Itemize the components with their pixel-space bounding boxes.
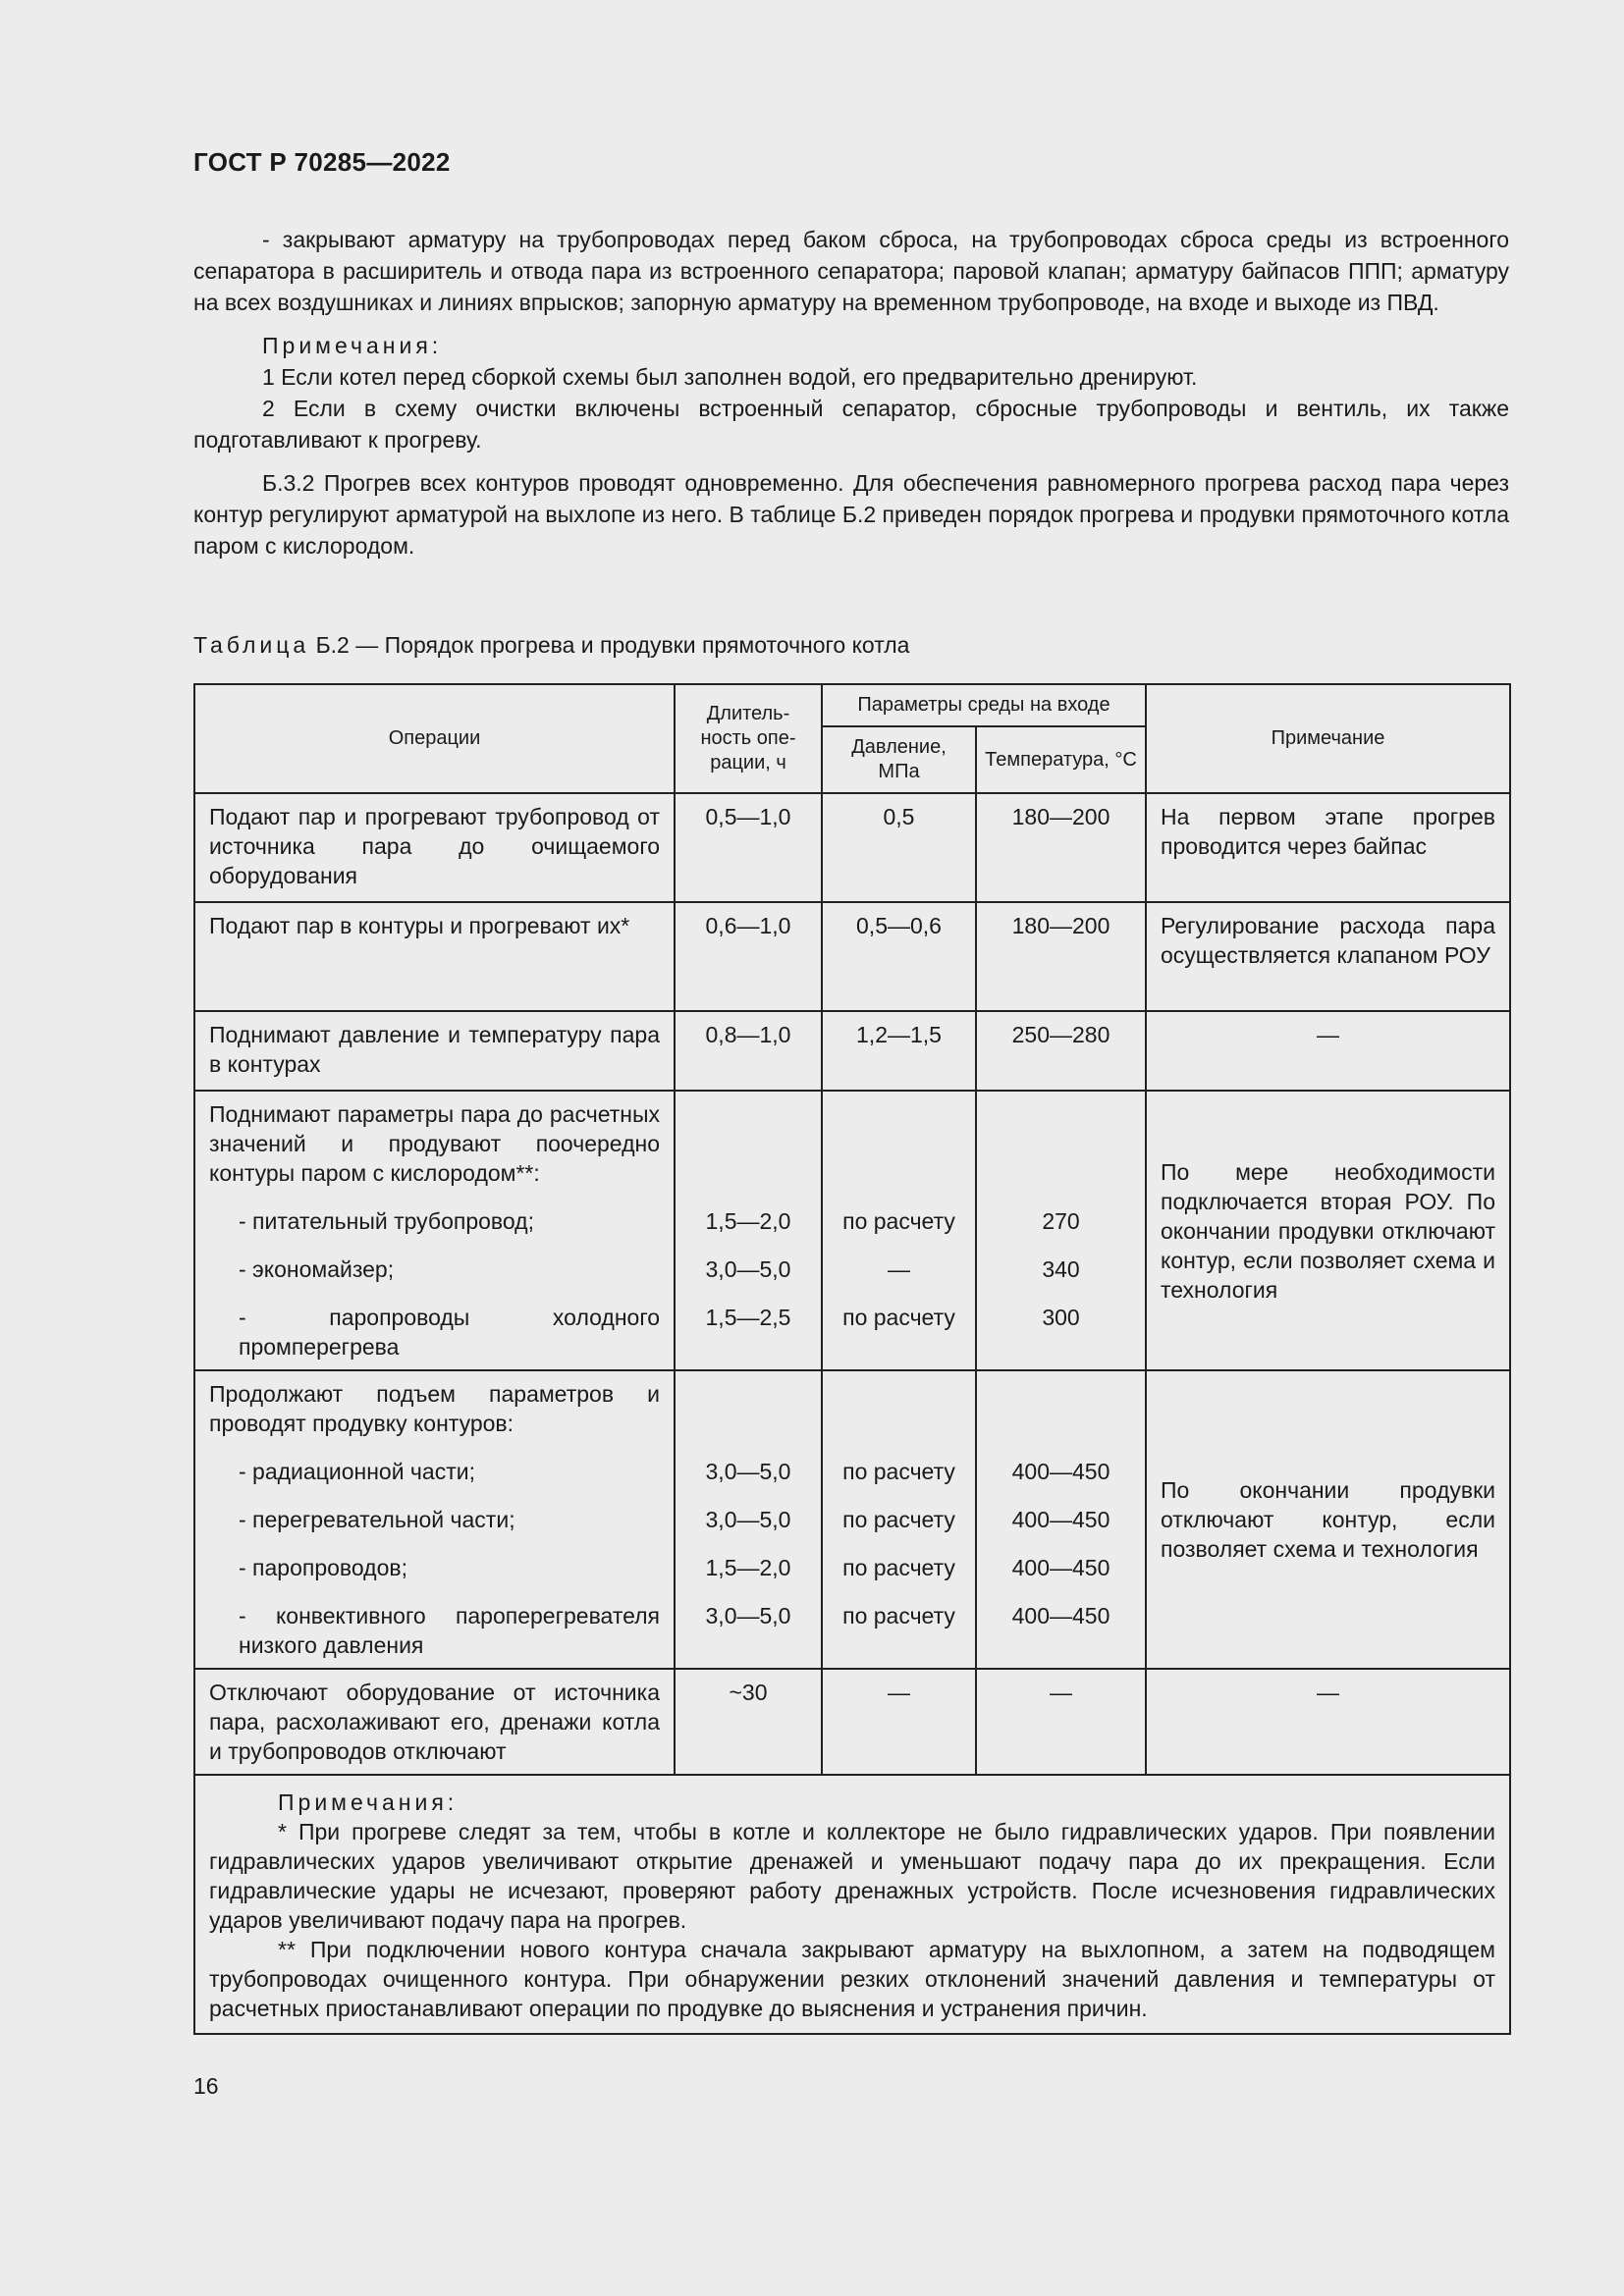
group-value: по расчету [842,1208,955,1234]
cell-duration: 0,6—1,0 [675,902,822,1011]
group-value: по расчету [842,1603,955,1629]
group-value: 270 [1042,1208,1080,1234]
table-row [194,1011,1510,1091]
table-row-group [194,1091,1510,1370]
group-value: по расчету [842,1305,955,1330]
cell-pressure: 0,5—0,6 [822,902,976,1011]
cell-temperature: 250—280 [976,1011,1146,1091]
table-row [194,793,1510,902]
group-value: 340 [1042,1256,1080,1282]
header-temperature: Температура, °С [976,726,1146,793]
header-pressure: Давление, МПа [822,726,976,793]
group-value: 400—450 [1011,1603,1110,1629]
cell-pressure-group [822,1091,976,1370]
cell-operation: Подают пар и прогревают трубопровод от источника пара до очищаемого оборудования [194,793,675,902]
group-item: - паропроводов; [239,1555,407,1580]
table-caption-title: Б.2 — Порядок прогрева и продувки прямоточного котла [315,632,910,658]
cell-temperature-group [976,1091,1146,1370]
cell-pressure: 0,5 [822,793,976,902]
group-value: 400—450 [1011,1555,1110,1580]
cell-pressure: — [822,1669,976,1775]
group-value: 3,0—5,0 [705,1256,791,1282]
header-note: Примечание [1146,684,1510,793]
cell-duration: 0,5—1,0 [675,793,822,902]
group-value: по расчету [842,1555,955,1580]
cell-note-group: По мере необходимости подключается вторая РОУ. По окончании продувки отключают контур, если позволяет схема и технология [1146,1091,1510,1370]
cell-temperature-group [976,1370,1146,1669]
cell-duration: ~30 [675,1669,822,1775]
group-item [209,1303,660,1362]
group-value: по расчету [842,1459,955,1484]
group-item: - перегревательной части; [239,1507,515,1532]
group-value: 1,5—2,5 [705,1305,791,1330]
note-1: 1 Если котел перед сборкой схемы был заполнен водой, его предварительно дренируют. [262,364,1198,390]
header-duration: Длитель-ность опе-рации, ч [675,684,822,793]
cell-operation: Поднимают давление и температуру пара в контурах [194,1011,675,1091]
header-operations: Операции [194,684,675,793]
group-value: 3,0—5,0 [705,1507,791,1532]
table-notes-label: Примечания: [278,1789,459,1815]
group-item-text: - паропроводы холодного промперегрева [239,1305,660,1360]
cell-duration-group [675,1091,822,1370]
cell-temperature: 180—200 [976,793,1146,902]
cell-note: — [1146,1669,1510,1775]
group-value: 3,0—5,0 [705,1459,791,1484]
paragraph-close-valves: - закрывают арматуру на трубопроводах перед баком сброса, на трубопроводах сброса среды из встроенного сепаратора в расширитель и отвода пара из встроенного сепаратора; паровой клапан; арматуру байпасов ППП; арматуру на всех воздушниках и линиях впрысков; запорную арматуру на временном трубопроводе, на входе и выходе из ПВД. [193,227,1509,315]
warmup-table [193,683,1511,2035]
cell-duration: 0,8—1,0 [675,1011,822,1091]
cell-note: На первом этапе прогрев проводится через байпас [1146,793,1510,902]
group-item: - радиационной части; [239,1459,475,1484]
table-row [194,902,1510,1011]
cell-note-group: По окончании продувки отключают контур, если позволяет схема и технология [1146,1370,1510,1669]
table-row-group [194,1370,1510,1669]
group-value: — [888,1256,910,1282]
table-caption [193,632,909,659]
group-item: - питательный трубопровод; [239,1208,534,1234]
paragraph-b32: Б.3.2 Прогрев всех контуров проводят одновременно. Для обеспечения равномерного прогрева расход пара через контур регулируют арматурой на выхлопе из него. В таблице Б.2 приведен порядок прогрева и продувки прямоточного котла паром с кислородом. [193,470,1509,559]
cell-operation-group [194,1370,675,1669]
table-caption-word: Таблица [193,632,310,658]
group-lead: Продолжают подъем параметров и проводят продувку контуров: [209,1381,660,1436]
group-lead: Поднимают параметры пара до расчетных значений и продувают поочередно контуры паром с кислородом**: [209,1101,660,1186]
group-value: 400—450 [1011,1507,1110,1532]
note-2: 2 Если в схему очистки включены встроенный сепаратор, сбросные трубопроводы и вентиль, их также подготавливают к прогреву. [193,396,1509,453]
cell-temperature: — [976,1669,1146,1775]
group-item: - конвективного пароперегревателя низкого давления [239,1603,660,1658]
cell-note: — [1146,1011,1510,1091]
page-number: 16 [193,2073,219,2099]
table-row [194,1669,1510,1775]
group-value: 400—450 [1011,1459,1110,1484]
group-item: - экономайзер; [239,1256,395,1282]
cell-temperature: 180—200 [976,902,1146,1011]
table-note-1: * При прогреве следят за тем, чтобы в котле и коллекторе не было гидравлических ударов. При появлении гидравлических ударов увеличивают открытие дренажей и уменьшают подачу пара до их прекращения. Если гидравлические удары не исчезают, проверяют работу дренажных устройств. После исчезновения гидравлических ударов увеличивают подачу пара на прогрев. [209,1819,1495,1933]
cell-pressure: 1,2—1,5 [822,1011,976,1091]
cell-note: Регулирование расхода пара осуществляется клапаном РОУ [1146,902,1510,1011]
table-notes-row [194,1775,1510,2034]
document-header: ГОСТ Р 70285—2022 [193,147,451,177]
cell-operation-group [194,1091,675,1370]
group-value: по расчету [842,1507,955,1532]
notes-label: Примечания: [262,333,443,358]
group-value: 300 [1042,1305,1080,1330]
intro-text [193,224,1509,561]
group-value: 1,5—2,0 [705,1208,791,1234]
cell-duration-group [675,1370,822,1669]
group-value: 3,0—5,0 [705,1603,791,1629]
cell-operation: Подают пар в контуры и прогревают их* [194,902,675,1011]
table-note-2: ** При подключении нового контура сначала закрывают арматуру на выхлопном, а затем на подводящем трубопроводах очищенного контура. При обнаружении резких отклонений значений давления и температуры от расчетных приостанавливают операции по продувке до выяснения и устранения причин. [209,1937,1495,2021]
header-params: Параметры среды на входе [822,684,1146,726]
table-notes [194,1775,1510,2034]
cell-pressure-group [822,1370,976,1669]
group-value: 1,5—2,0 [705,1555,791,1580]
cell-operation: Отключают оборудование от источника пара, расхолаживают его, дренажи котла и трубопроводов отключают [194,1669,675,1775]
